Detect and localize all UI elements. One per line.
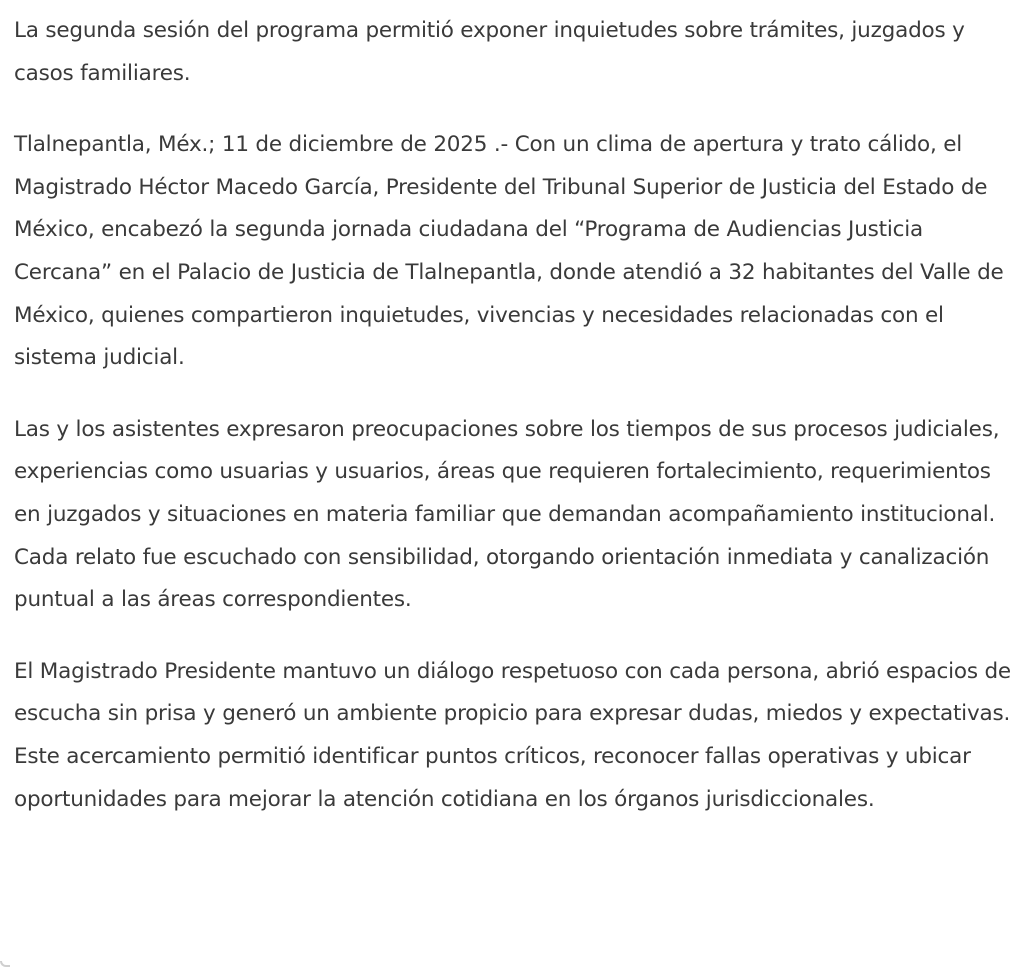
article-paragraph-2: Las y los asistentes expresaron preocupaciones sobre los tiempos de sus procesos judiciales, experiencias como usuarias y usuarios, áreas que requieren fortalecimiento, requerimientos en juzgados y situaciones en materia familiar que demandan acompañamiento institucional. Cada relato fue escuchado con sensibilidad, otorgando orientación inmediata y canalización puntual a las áreas correspondientes.	[14, 416, 1000, 613]
article-body	[14, 10, 1020, 821]
article-subtitle: La segunda sesión del programa permitió exponer inquietudes sobre trámites, juzgados y casos familiares.	[14, 18, 965, 86]
article-paragraph-1: Tlalnepantla, Méx.; 11 de diciembre de 2025 .- Con un clima de apertura y trato cálido, el Magistrado Héctor Macedo García, Presidente del Tribunal Superior de Justicia del Estado de México, encabezó la segunda jornada ciudadana del “Programa de Audiencias Justicia Cercana” en el Palacio de Justicia de Tlalnepantla, donde atendió a 32 habitantes del Valle de México, quienes compartieron inquietudes, vivencias y necesidades relacionadas con el sistema judicial.	[14, 132, 1004, 371]
window-corner	[0, 961, 10, 967]
article-paragraph-3: El Magistrado Presidente mantuvo un diálogo respetuoso con cada persona, abrió espacios de escucha sin prisa y generó un ambiente propicio para expresar dudas, miedos y expectativas. Este acercamiento permitió identificar puntos críticos, reconocer fallas operativas y ubicar oportunidades para mejorar la atención cotidiana en los órganos jurisdiccionales.	[14, 658, 1011, 812]
